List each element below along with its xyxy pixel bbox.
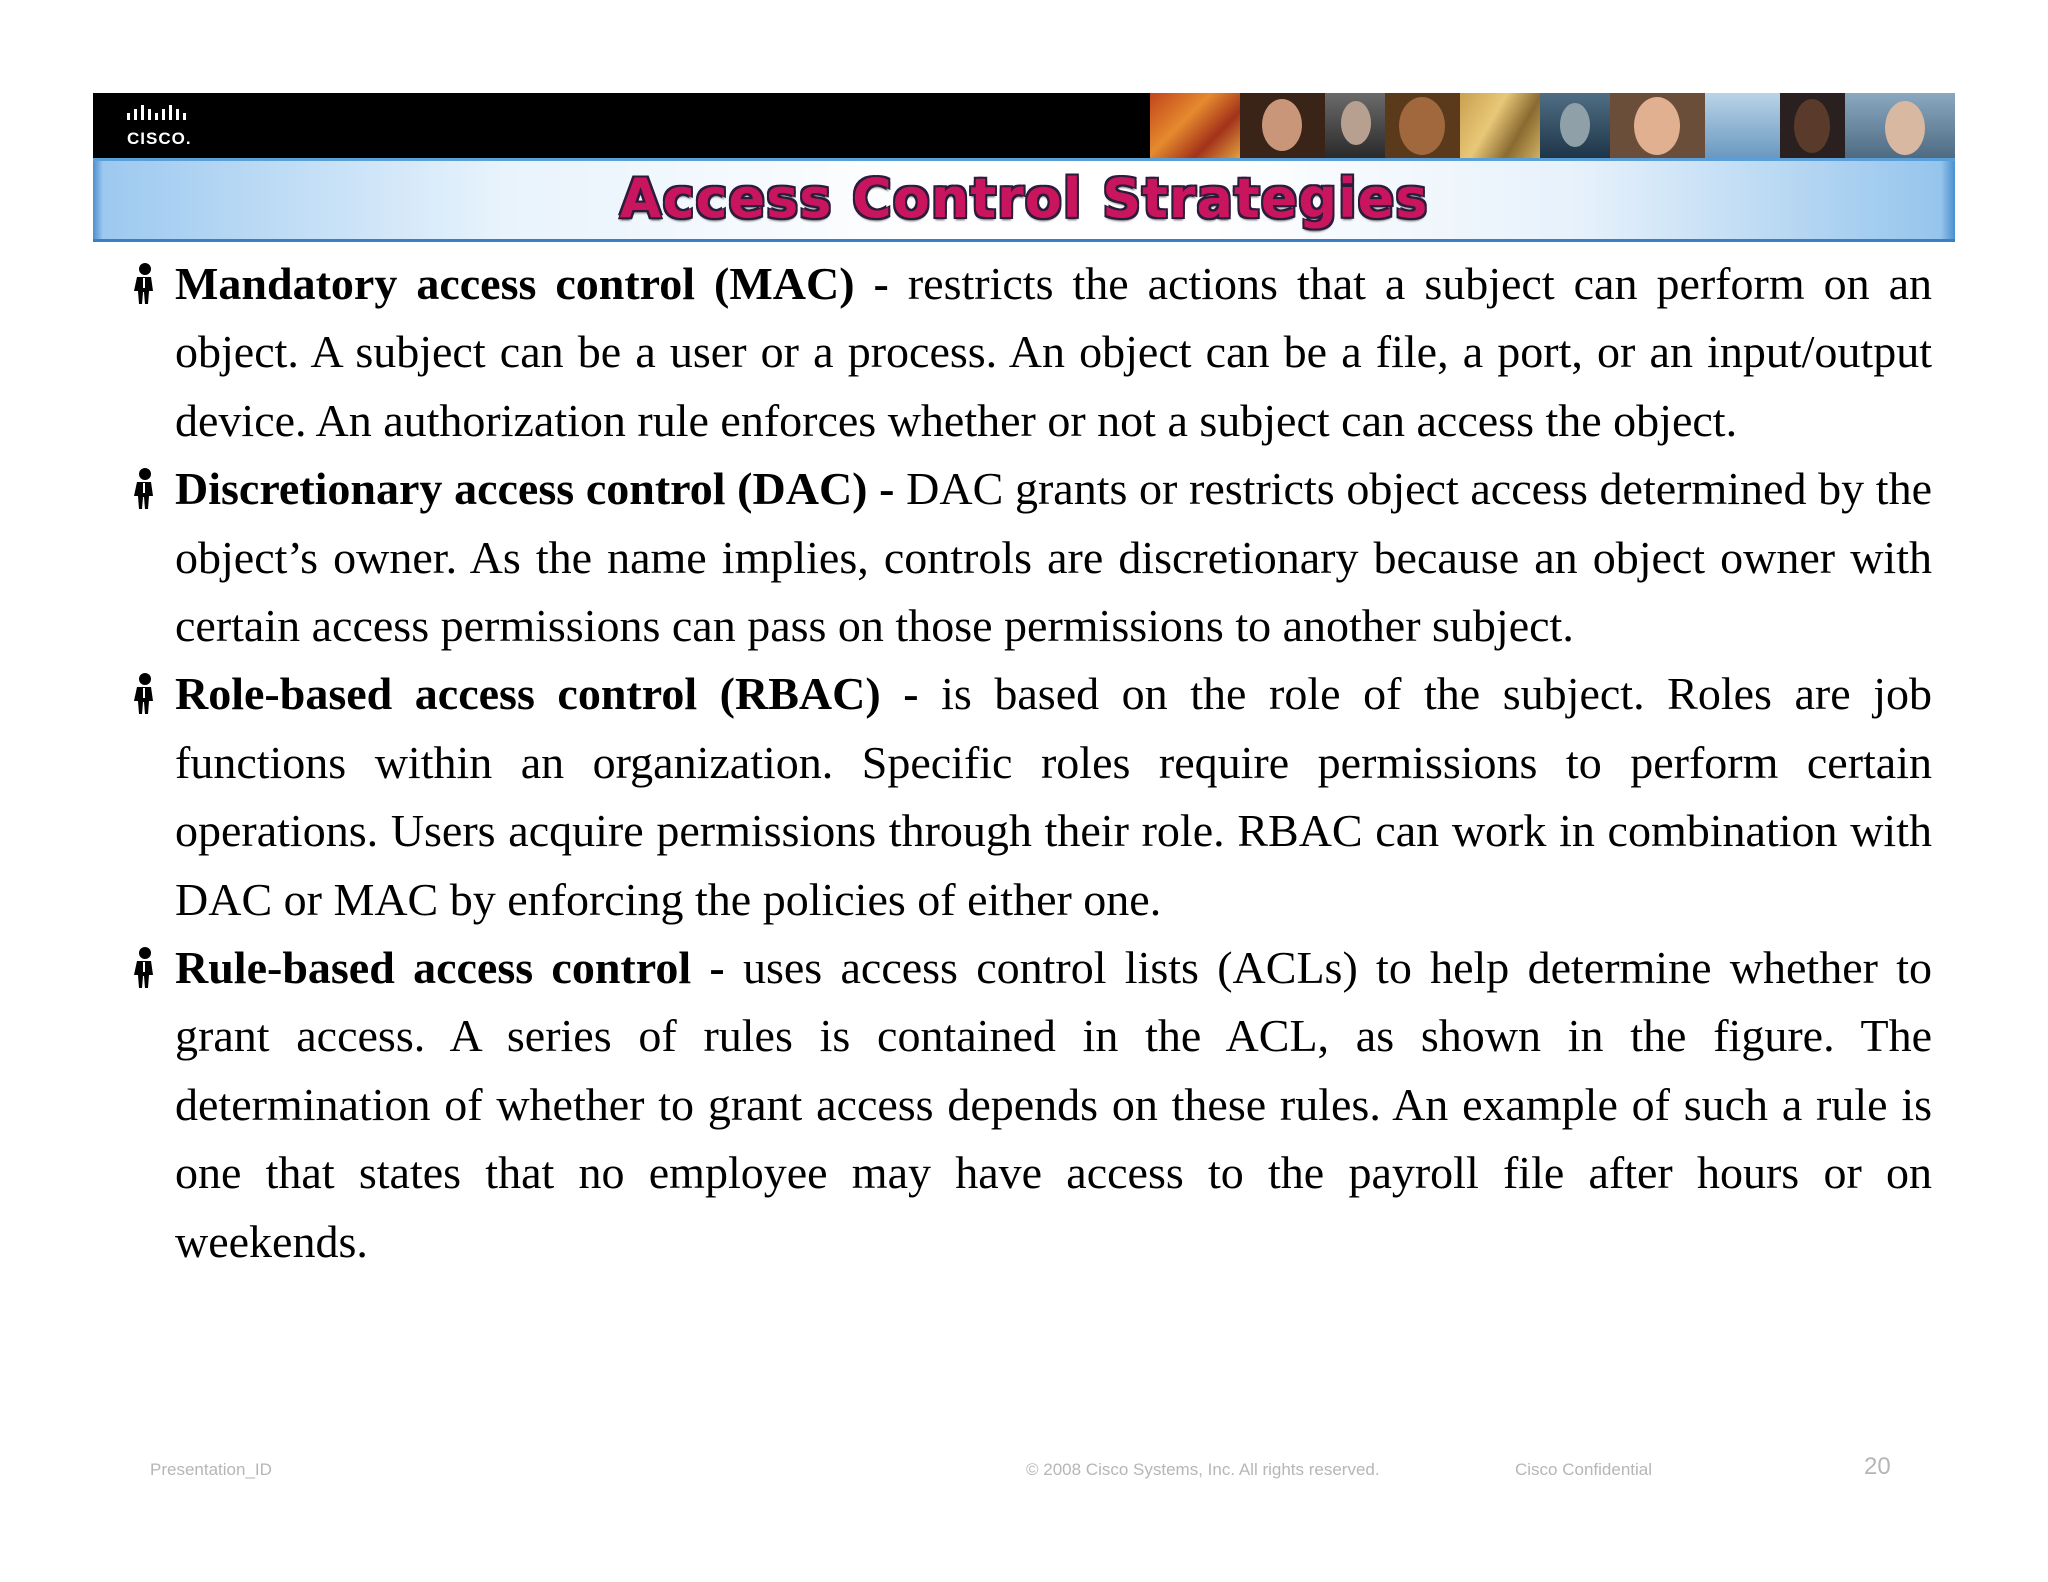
footer-presentation-id: Presentation_ID [150,1460,272,1479]
item-text: is based on the role of the subject. Roles are job functions within an organization. Specific roles require permissions to perform certain operations. Users acquire permissions through their role. RBAC can work in combination with DAC or MAC by enforcing the policies of either one. [175,668,1932,925]
photo-texture [1705,93,1780,158]
person-bullet-icon [132,672,156,716]
photo-person [1845,93,1955,158]
list-item [132,660,1932,934]
footer-confidential: Cisco Confidential [1515,1460,1653,1479]
photo-person [1780,93,1845,158]
item-term: Mandatory access control (MAC) - [175,258,889,309]
photo-person [1385,93,1460,158]
footer-copyright: © 2008 Cisco Systems, Inc. All rights reserved. [1026,1460,1380,1479]
header-bar [93,93,1955,158]
list-item [132,934,1932,1276]
photo-person [1325,93,1385,158]
content-list [132,250,1932,1276]
title-band [93,158,1955,242]
photo-person [1240,93,1325,158]
photo-person [1610,93,1705,158]
item-text: restricts the actions that a subject can perform on an object. A subject can be a user or a process. An object can be a file, a port, or an input/output device. An authorization rule enforces whether or not a subject can access the object. [175,258,1933,446]
item-term: Role-based access control (RBAC) - [175,668,919,720]
person-bullet-icon [132,262,156,306]
item-text: DAC grants or restricts object access determined by the object’s owner. As the name implies, controls are discretionary because an object owner with certain access permissions can pass on those permissions to another subject. [175,463,1932,652]
list-item [132,455,1932,660]
person-bullet-icon [132,946,156,990]
item-text: uses access control lists (ACLs) to help determine whether to grant access. A series of rules is contained in the ACL, as shown in the figure. The determination of whether to grant access depends on these rules. An example of such a rule is one that states that no employee may have access to the payroll file after hours or on weekends. [175,942,1932,1267]
person-bullet-icon [132,467,156,511]
cisco-logo-text: CISCO. [127,129,192,148]
item-term: Rule-based access control - [175,942,725,994]
header-photo-strip [1150,93,1955,158]
photo-person [1540,93,1610,158]
photo-texture [1150,93,1240,158]
list-item [132,250,1932,455]
photo-texture [1460,93,1540,158]
item-term: Discretionary access control (DAC) - [175,463,895,515]
slide-title: Access Control Strategies [619,167,1429,230]
page-number: 20 [1864,1453,1891,1480]
